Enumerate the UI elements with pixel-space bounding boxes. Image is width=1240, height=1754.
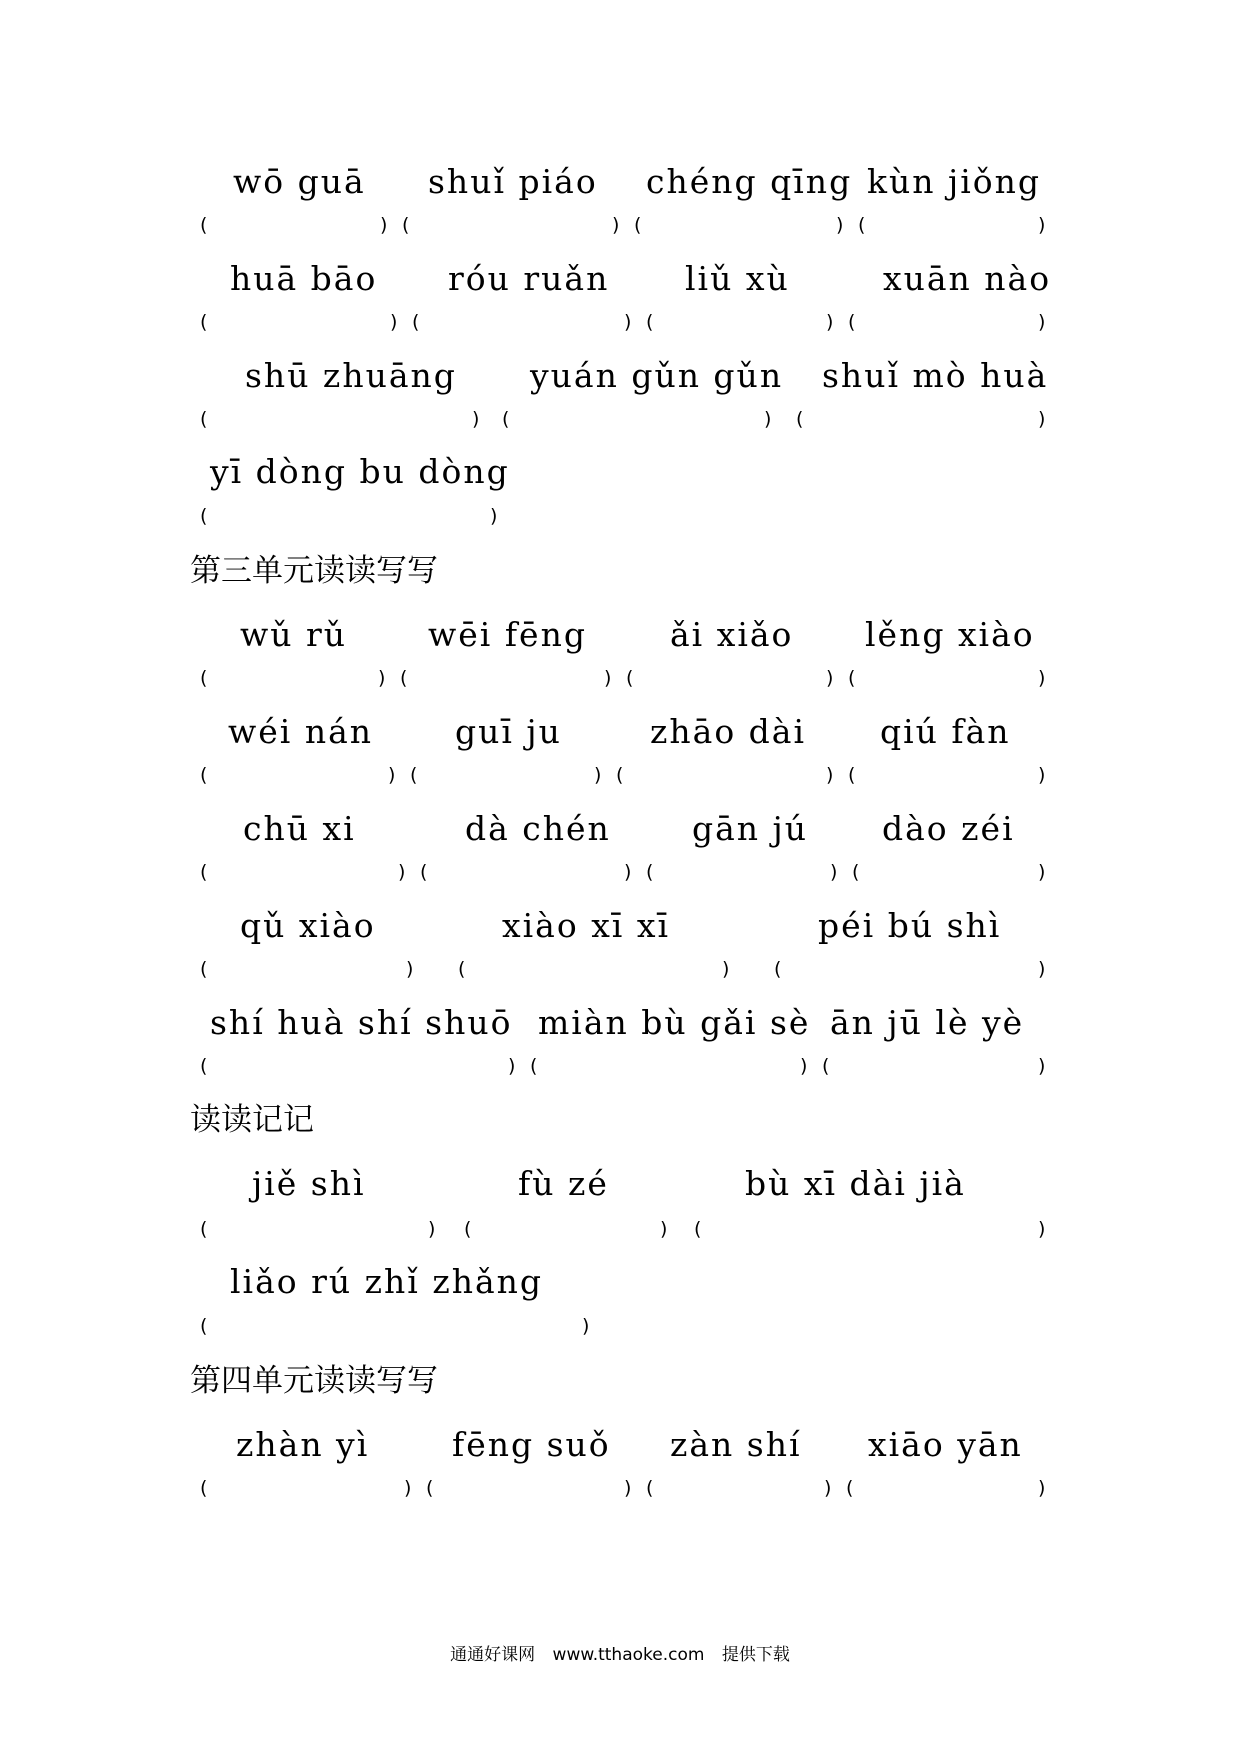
- pinyin-row: [0, 356, 1240, 400]
- open-bracket: (: [410, 764, 418, 786]
- open-bracket: (: [646, 1477, 654, 1499]
- close-bracket: ): [1038, 958, 1046, 980]
- pinyin-word: yī dòng bu dòng: [210, 452, 510, 491]
- open-bracket: (: [822, 1055, 830, 1077]
- open-bracket: (: [858, 214, 866, 236]
- open-bracket: (: [530, 1055, 538, 1077]
- pinyin-word: kùn jiǒng: [867, 162, 1042, 201]
- pinyin-word: shū zhuāng: [245, 356, 457, 395]
- close-bracket: ): [404, 1477, 412, 1499]
- footer-note: 提供下载: [721, 1645, 790, 1665]
- close-bracket: ): [380, 214, 388, 236]
- pinyin-word: fēng suǒ: [452, 1425, 611, 1464]
- close-bracket: ): [508, 1055, 516, 1077]
- pinyin-row: [0, 712, 1240, 756]
- close-bracket: ): [722, 958, 730, 980]
- open-bracket: (: [848, 667, 856, 689]
- answer-brackets: [0, 309, 1240, 337]
- pinyin-row: [0, 1003, 1240, 1047]
- answer-brackets: [0, 503, 1240, 531]
- pinyin-word: xuān nào: [883, 259, 1052, 298]
- open-bracket: (: [774, 958, 782, 980]
- close-bracket: ): [490, 505, 498, 527]
- answer-brackets: [0, 1216, 1240, 1244]
- pinyin-word: ān jū lè yè: [830, 1003, 1025, 1042]
- pinyin-word: qiú fàn: [880, 712, 1011, 751]
- open-bracket: (: [420, 861, 428, 883]
- open-bracket: (: [848, 311, 856, 333]
- close-bracket: ): [378, 667, 386, 689]
- pinyin-word: dà chén: [465, 809, 611, 848]
- pinyin-row: [0, 162, 1240, 206]
- close-bracket: ): [836, 214, 844, 236]
- open-bracket: (: [626, 667, 634, 689]
- pinyin-row: [0, 906, 1240, 950]
- pinyin-word: xiào xī xī: [502, 906, 671, 945]
- pinyin-word: wēi fēng: [428, 615, 587, 654]
- section-heading-unit4: 第四单元读读写写: [190, 1363, 438, 1399]
- open-bracket: (: [200, 1218, 208, 1240]
- pinyin-row: [0, 1262, 1240, 1306]
- answer-brackets: [0, 1475, 1240, 1503]
- pinyin-word: xiāo yān: [868, 1425, 1023, 1464]
- pinyin-word: zàn shí: [670, 1425, 802, 1464]
- footer-url[interactable]: www.tthaoke.com: [552, 1645, 705, 1665]
- open-bracket: (: [200, 667, 208, 689]
- close-bracket: ): [1038, 311, 1046, 333]
- pinyin-word: wǔ rǔ: [240, 615, 348, 654]
- open-bracket: (: [412, 311, 420, 333]
- answer-brackets: [0, 406, 1240, 434]
- pinyin-word: liǎo rú zhǐ zhǎng: [230, 1262, 544, 1301]
- close-bracket: ): [472, 408, 480, 430]
- pinyin-word: chū xi: [243, 809, 356, 848]
- pinyin-word: dào zéi: [882, 809, 1015, 848]
- close-bracket: ): [406, 958, 414, 980]
- close-bracket: ): [388, 764, 396, 786]
- close-bracket: ): [1038, 1477, 1046, 1499]
- answer-brackets: [0, 212, 1240, 240]
- pinyin-word: zhāo dài: [650, 712, 807, 751]
- close-bracket: ): [1038, 861, 1046, 883]
- open-bracket: (: [400, 667, 408, 689]
- pinyin-word: zhàn yì: [236, 1425, 370, 1464]
- close-bracket: ): [1038, 408, 1046, 430]
- footer-site-name: 通通好课网: [450, 1645, 536, 1665]
- section-heading-read: 读读记记: [190, 1102, 314, 1138]
- pinyin-word: yuán gǔn gǔn: [530, 356, 784, 395]
- open-bracket: (: [200, 764, 208, 786]
- pinyin-word: wō guā: [233, 162, 366, 201]
- close-bracket: ): [826, 311, 834, 333]
- close-bracket: ): [824, 1477, 832, 1499]
- close-bracket: ): [1038, 1055, 1046, 1077]
- open-bracket: (: [200, 861, 208, 883]
- open-bracket: (: [200, 214, 208, 236]
- close-bracket: ): [1038, 764, 1046, 786]
- open-bracket: (: [200, 505, 208, 527]
- pinyin-word: lěng xiào: [865, 615, 1035, 654]
- open-bracket: (: [848, 764, 856, 786]
- answer-brackets: [0, 956, 1240, 984]
- pinyin-row: [0, 809, 1240, 853]
- open-bracket: (: [502, 408, 510, 430]
- answer-brackets: [0, 859, 1240, 887]
- answer-brackets: [0, 665, 1240, 693]
- open-bracket: (: [694, 1218, 702, 1240]
- open-bracket: (: [200, 408, 208, 430]
- section-heading-unit3: 第三单元读读写写: [190, 553, 438, 589]
- open-bracket: (: [634, 214, 642, 236]
- pinyin-word: bù xī dài jià: [745, 1164, 966, 1203]
- page-footer: [0, 1640, 1240, 1665]
- pinyin-word: shí huà shí shuō: [210, 1003, 513, 1042]
- open-bracket: (: [200, 1477, 208, 1499]
- close-bracket: ): [624, 311, 632, 333]
- answer-brackets: [0, 1313, 1240, 1341]
- open-bracket: (: [796, 408, 804, 430]
- open-bracket: (: [616, 764, 624, 786]
- close-bracket: ): [1038, 667, 1046, 689]
- pinyin-row: [0, 452, 1240, 496]
- open-bracket: (: [846, 1477, 854, 1499]
- pinyin-word: ǎi xiǎo: [670, 615, 794, 654]
- open-bracket: (: [200, 311, 208, 333]
- close-bracket: ): [826, 764, 834, 786]
- close-bracket: ): [1038, 1218, 1046, 1240]
- close-bracket: ): [390, 311, 398, 333]
- open-bracket: (: [200, 1055, 208, 1077]
- open-bracket: (: [646, 861, 654, 883]
- answer-brackets: [0, 762, 1240, 790]
- close-bracket: ): [660, 1218, 668, 1240]
- pinyin-word: qǔ xiào: [240, 906, 376, 945]
- close-bracket: ): [624, 1477, 632, 1499]
- close-bracket: ): [830, 861, 838, 883]
- pinyin-word: shuǐ mò huà: [822, 356, 1049, 395]
- pinyin-word: shuǐ piáo: [428, 162, 598, 201]
- pinyin-row: [0, 1425, 1240, 1469]
- open-bracket: (: [464, 1218, 472, 1240]
- pinyin-word: róu ruǎn: [448, 259, 610, 298]
- open-bracket: (: [426, 1477, 434, 1499]
- pinyin-row: [0, 1164, 1240, 1208]
- pinyin-word: chéng qīng: [646, 162, 853, 201]
- close-bracket: ): [604, 667, 612, 689]
- open-bracket: (: [200, 958, 208, 980]
- close-bracket: ): [800, 1055, 808, 1077]
- close-bracket: ): [594, 764, 602, 786]
- pinyin-word: péi bú shì: [818, 906, 1002, 945]
- close-bracket: ): [428, 1218, 436, 1240]
- pinyin-word: miàn bù gǎi sè: [538, 1003, 811, 1042]
- close-bracket: ): [612, 214, 620, 236]
- close-bracket: ): [764, 408, 772, 430]
- pinyin-word: huā bāo: [230, 259, 378, 298]
- close-bracket: ): [826, 667, 834, 689]
- pinyin-word: guī ju: [455, 712, 562, 751]
- open-bracket: (: [200, 1315, 208, 1337]
- pinyin-word: fù zé: [518, 1164, 609, 1203]
- open-bracket: (: [852, 861, 860, 883]
- close-bracket: ): [624, 861, 632, 883]
- close-bracket: ): [582, 1315, 590, 1337]
- pinyin-row: [0, 259, 1240, 303]
- close-bracket: ): [398, 861, 406, 883]
- open-bracket: (: [402, 214, 410, 236]
- answer-brackets: [0, 1053, 1240, 1081]
- pinyin-word: gān jú: [692, 809, 809, 848]
- pinyin-word: liǔ xù: [685, 259, 790, 298]
- close-bracket: ): [1038, 214, 1046, 236]
- open-bracket: (: [646, 311, 654, 333]
- pinyin-word: jiě shì: [252, 1164, 366, 1203]
- pinyin-row: [0, 615, 1240, 659]
- pinyin-word: wéi nán: [228, 712, 374, 751]
- open-bracket: (: [458, 958, 466, 980]
